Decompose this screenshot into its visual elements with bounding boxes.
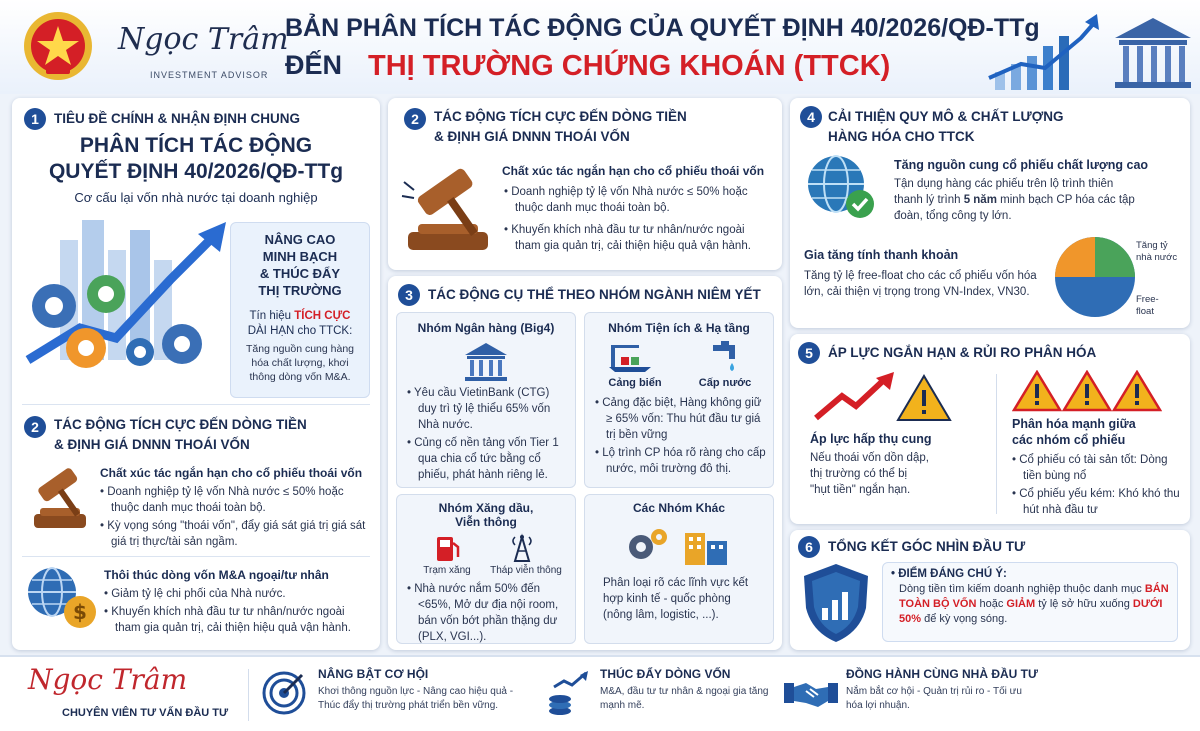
transparency-box: [230, 222, 370, 398]
pie-label-state-1: Tăng tỷ: [1136, 240, 1168, 251]
note-title: • ĐIỂM ĐÁNG CHÚ Ý:: [891, 568, 1007, 580]
ma-bullet-2: • Khuyến khích nhà đầu tư tư nhân/nước ngoài tham gia quản trị, cải thiện hiệu quả vận hành.: [104, 604, 370, 636]
note-red-2: GIẢM: [1006, 598, 1036, 610]
water-tap-icon: [709, 339, 749, 373]
note-red-3: DƯỚI 50%: [899, 598, 1163, 625]
absorb-text-3: "hụt tiền" ngắn hạn.: [810, 484, 911, 496]
group-title: Nhóm Tiện ích & Hạ tầng: [608, 321, 750, 335]
diverge-bullet-1: • Cổ phiếu có tài sản tốt: Dòng tiền bùng nổ: [1012, 452, 1182, 484]
supply-text-bold: 5 năm: [963, 194, 997, 206]
brand-signature: Ngọc Trâm: [118, 22, 289, 57]
supply-text-a: Tận dụng hàng các phiếu trên lộ trình thiên thanh lý trình: [894, 178, 1114, 206]
group-others: [584, 494, 774, 644]
absorb-title: Áp lực hấp thụ cung: [810, 432, 932, 446]
target-icon: [262, 671, 306, 715]
absorb-text-2: thị trường có thể bị: [810, 468, 908, 480]
section-heading-line2: HÀNG HÓA CHO TTCK: [828, 129, 975, 144]
section-5-card: [790, 334, 1190, 524]
diverge-title-1: Phân hóa mạnh giữa: [1012, 417, 1136, 431]
gas-label: Trạm xăng: [423, 565, 471, 576]
catalyst-bullet-1: • Doanh nghiệp tỷ lệ vốn Nhà nước ≤ 50% hoặc thuộc danh mục thoái toàn bộ.: [100, 484, 370, 516]
group-fuel-telecom: [396, 494, 576, 644]
footer-col2-text: M&A, đầu tư tư nhân & ngoại gia tăng mạnh mẽ.: [600, 686, 769, 711]
section-number: 6: [798, 536, 820, 558]
telecom-tower-icon: [507, 531, 537, 563]
header: [0, 0, 1200, 94]
absorb-text-1: Nếu thoái vốn dồn dập,: [810, 452, 929, 464]
gears-growth-illustration: [20, 210, 236, 388]
note-text-1: Dòng tiền tìm kiếm doanh nghiệp thuộc danh mục: [899, 583, 1142, 595]
coins-growth-icon: [546, 671, 590, 717]
ma-bullet-1: • Giảm tỷ lệ chi phối của Nhà nước.: [104, 586, 370, 602]
section-heading-line1: TÁC ĐỘNG TÍCH CỰC ĐẾN DÒNG TIỀN: [54, 417, 307, 432]
catalyst-bullet-2: • Khuyến khích nhà đầu tư tư nhân/nước ngoài tham gia quản trị, cải thiện hiệu quả vận hành.: [504, 222, 770, 254]
section-6-card: [790, 530, 1190, 650]
page-title-prefix: ĐẾN: [285, 50, 343, 80]
liquidity-title: Gia tăng tính thanh khoản: [804, 248, 959, 262]
section-heading: TIÊU ĐỀ CHÍNH & NHẬN ĐỊNH CHUNG: [54, 111, 300, 126]
bank-bullet-2: • Củng cố nền tảng vốn Tier 1 qua chia cổ tức bằng cổ phiếu, phát hành riêng lẻ.: [407, 435, 567, 483]
section-number: 1: [24, 108, 46, 130]
handshake-icon: [784, 673, 838, 713]
supply-text-b: minh bạch CP hóa các tập đoàn, tổng công ty lớn.: [894, 194, 1135, 222]
pie-slice-state: [1095, 237, 1135, 277]
water-label: Cấp nước: [698, 377, 752, 389]
group-utilities: [584, 312, 774, 488]
section-heading: TỔNG KẾT GÓC NHÌN ĐẦU TƯ: [828, 539, 1026, 554]
pie-label-free-1: Free-: [1136, 294, 1159, 305]
liquidity-text: Tăng tỷ lệ free-float cho các cổ phiếu vốn hóa lớn, cải thiện vị trọng trong VN-Index, VN30.: [804, 270, 1037, 298]
section-2-card: [388, 98, 782, 270]
diverge-title-2: các nhóm cổ phiếu: [1012, 433, 1126, 447]
box-title-1: NÂNG CAO: [264, 232, 336, 247]
page-title-highlight: THỊ TRƯỜNG CHỨNG KHOÁN (TTCK): [368, 50, 891, 82]
catalyst-bullet-2: • Kỳ vọng sóng "thoái vốn", đẩy giá sát giá trị giá sát giá trị thực/tài sản ngầm.: [100, 518, 370, 550]
signal-detail: Tăng nguồn cung hàng hóa chất lượng, khơi thông dòng vốn M&A.: [245, 343, 354, 383]
note-box: [882, 562, 1178, 642]
section-1-card: [12, 98, 380, 650]
section-3-card: [388, 276, 782, 650]
bank-bullet-1: • Yêu cầu VietinBank (CTG) duy trì tỷ lệ thiểu 65% vốn Nhà nước.: [407, 385, 567, 433]
triple-warning-icon: [1012, 370, 1162, 412]
section-heading-line2: & ĐỊNH GIÁ DNNN THOÁI VỐN: [54, 437, 250, 452]
section-number: 4: [800, 106, 822, 128]
group-bank: [396, 312, 576, 488]
group-title-2: Viễn thông: [455, 515, 517, 529]
divider: [248, 669, 249, 721]
util-bullet-2: • Lộ trình CP hóa rõ ràng cho cấp nước, môi trường đô thị.: [595, 445, 769, 477]
catalyst-title: Chất xúc tác ngắn hạn cho cổ phiếu thoái vốn: [502, 164, 765, 178]
footer-col3-text: Nắm bắt cơ hội - Quản trị rủi ro - Tối ưu hóa lợi nhuận.: [846, 686, 1022, 711]
divider: [22, 556, 370, 557]
note-text-4: xuống: [1099, 598, 1130, 610]
tower-label: Tháp viễn thông: [490, 565, 562, 576]
signal-suffix: DÀI HẠN cho TTCK:: [247, 325, 353, 337]
seaport-crane-icon: [607, 341, 653, 373]
footer-col1-text: Khơi thông nguồn lực - Nâng cao hiệu quả - Thúc đẩy thị trường phát triển bền vững.: [318, 686, 514, 711]
section-number: 2: [404, 108, 426, 130]
footer-signature: Ngọc Trâm: [28, 663, 188, 696]
signal-highlight: TÍCH CỰC: [294, 310, 351, 322]
shield-chart-icon: [800, 562, 872, 644]
globe-money-icon: [24, 564, 100, 634]
main-title-1: PHÂN TÍCH TÁC ĐỘNG: [79, 134, 313, 157]
svg-text:$: $: [73, 600, 87, 624]
catalyst-bullet-1: • Doanh nghiệp tỷ lệ vốn Nhà nước ≤ 50% hoặc thuộc danh mục thoái toàn bộ.: [504, 184, 770, 216]
section-heading-line2: & ĐỊNH GIÁ DNNN THOÁI VỐN: [434, 129, 630, 144]
divider: [22, 404, 370, 405]
note-text-2: hoặc: [979, 598, 1004, 610]
main-title-2: QUYẾT ĐỊNH 40/2026/QĐ-TTg: [48, 160, 344, 183]
main-subtitle: Cơ cấu lại vốn nhà nước tại doanh nghiệp: [74, 190, 318, 205]
box-title-3: & THÚC ĐẨY: [259, 266, 341, 281]
footer: [0, 655, 1200, 731]
diverge-bullet-2: • Cổ phiếu yếu kém: Khó khó thu hút nhà đầu tư: [1012, 486, 1182, 518]
footer-col1-title: NÂNG BẬT CƠ HỘI: [318, 667, 429, 681]
signal-prefix: Tín hiệu: [249, 310, 292, 322]
gas-pump-icon: [433, 533, 463, 563]
supply-title: Tăng nguồn cung cổ phiếu chất lượng cao: [894, 158, 1149, 172]
seaport-label: Cảng biển: [608, 377, 662, 389]
section-4-card: [790, 98, 1190, 328]
util-bullet-1: • Cảng đặc biệt, Hàng không giữ ≥ 65% vốn: Thu hút đầu tư giá trị bền vững: [595, 395, 769, 443]
gavel-icon: [26, 464, 94, 534]
box-title-2: MINH BẠCH: [262, 249, 338, 264]
free-float-pie-chart: [1052, 234, 1138, 320]
footer-col3-title: ĐỒNG HÀNH CÙNG NHÀ ĐẦU TƯ: [846, 667, 1038, 681]
state-emblem-icon: [22, 10, 94, 82]
bank-building-icon: [461, 341, 511, 383]
box-title-4: THỊ TRƯỜNG: [258, 283, 342, 298]
group-title-1: Nhóm Xăng dầu,: [438, 501, 534, 515]
section-heading-line1: TÁC ĐỘNG TÍCH CỰC ĐẾN DÒNG TIỀN: [434, 109, 687, 124]
footer-col2-title: THÚC ĐẨY DÒNG VỐN: [600, 667, 731, 681]
page-title-line1: BẢN PHÂN TÍCH TÁC ĐỘNG CỦA QUYẾT ĐỊNH 40/2026/QĐ-TTg: [285, 14, 1040, 42]
note-text-5: để kỳ vọng sóng.: [924, 613, 1008, 625]
footer-brand-subtitle: CHUYÊN VIÊN TƯ VẤN ĐẦU TƯ: [62, 707, 229, 719]
gears-buildings-icon: [625, 525, 735, 567]
group-title: Các Nhóm Khác: [632, 501, 726, 515]
globe-check-icon: [804, 152, 878, 222]
section-heading: ÁP LỰC NGẮN HẠN & RỦI RO PHÂN HÓA: [828, 345, 1097, 360]
ma-title: Thôi thúc dòng vốn M&A ngoại/tư nhân: [104, 568, 329, 582]
section-number: 3: [398, 284, 420, 306]
note-red-1: BÁN TOÀN BỘ VỐN: [899, 583, 1169, 610]
section-heading: TÁC ĐỘNG CỤ THỂ THEO NHÓM NGÀNH NIÊM YẾT: [428, 287, 761, 302]
divider: [996, 374, 997, 514]
fuel-bullet-1: • Nhà nước nắm 50% đến <65%, Mở dư địa nội room, bán vốn bớt phần thặng dư (PLX, VGI...).: [407, 581, 571, 645]
pie-label-state-2: nhà nước: [1136, 252, 1178, 263]
section-heading-line1: CẢI THIỆN QUY MÔ & CHẤT LƯỢNG: [828, 109, 1064, 124]
brand-subtitle: INVESTMENT ADVISOR: [150, 70, 269, 80]
pie-slice-free-float: [1055, 237, 1095, 277]
catalyst-title: Chất xúc tác ngắn hạn cho cổ phiếu thoái vốn: [100, 466, 363, 480]
rising-arrow-warning-icon: [812, 370, 952, 426]
others-text: Phân loại rõ các lĩnh vực kết hợp kinh tế - quốc phòng (nông lâm, logistic, ...).: [603, 577, 749, 621]
section-number: 5: [798, 342, 820, 364]
growth-chart-bank-icon: [985, 8, 1195, 92]
note-text-3: tỷ lệ sở hữu: [1038, 598, 1097, 610]
section-number: 2: [24, 416, 46, 438]
group-title: Nhóm Ngân hàng (Big4): [417, 321, 555, 335]
gavel-icon: [398, 162, 498, 258]
pie-label-free-2: float: [1136, 306, 1154, 317]
